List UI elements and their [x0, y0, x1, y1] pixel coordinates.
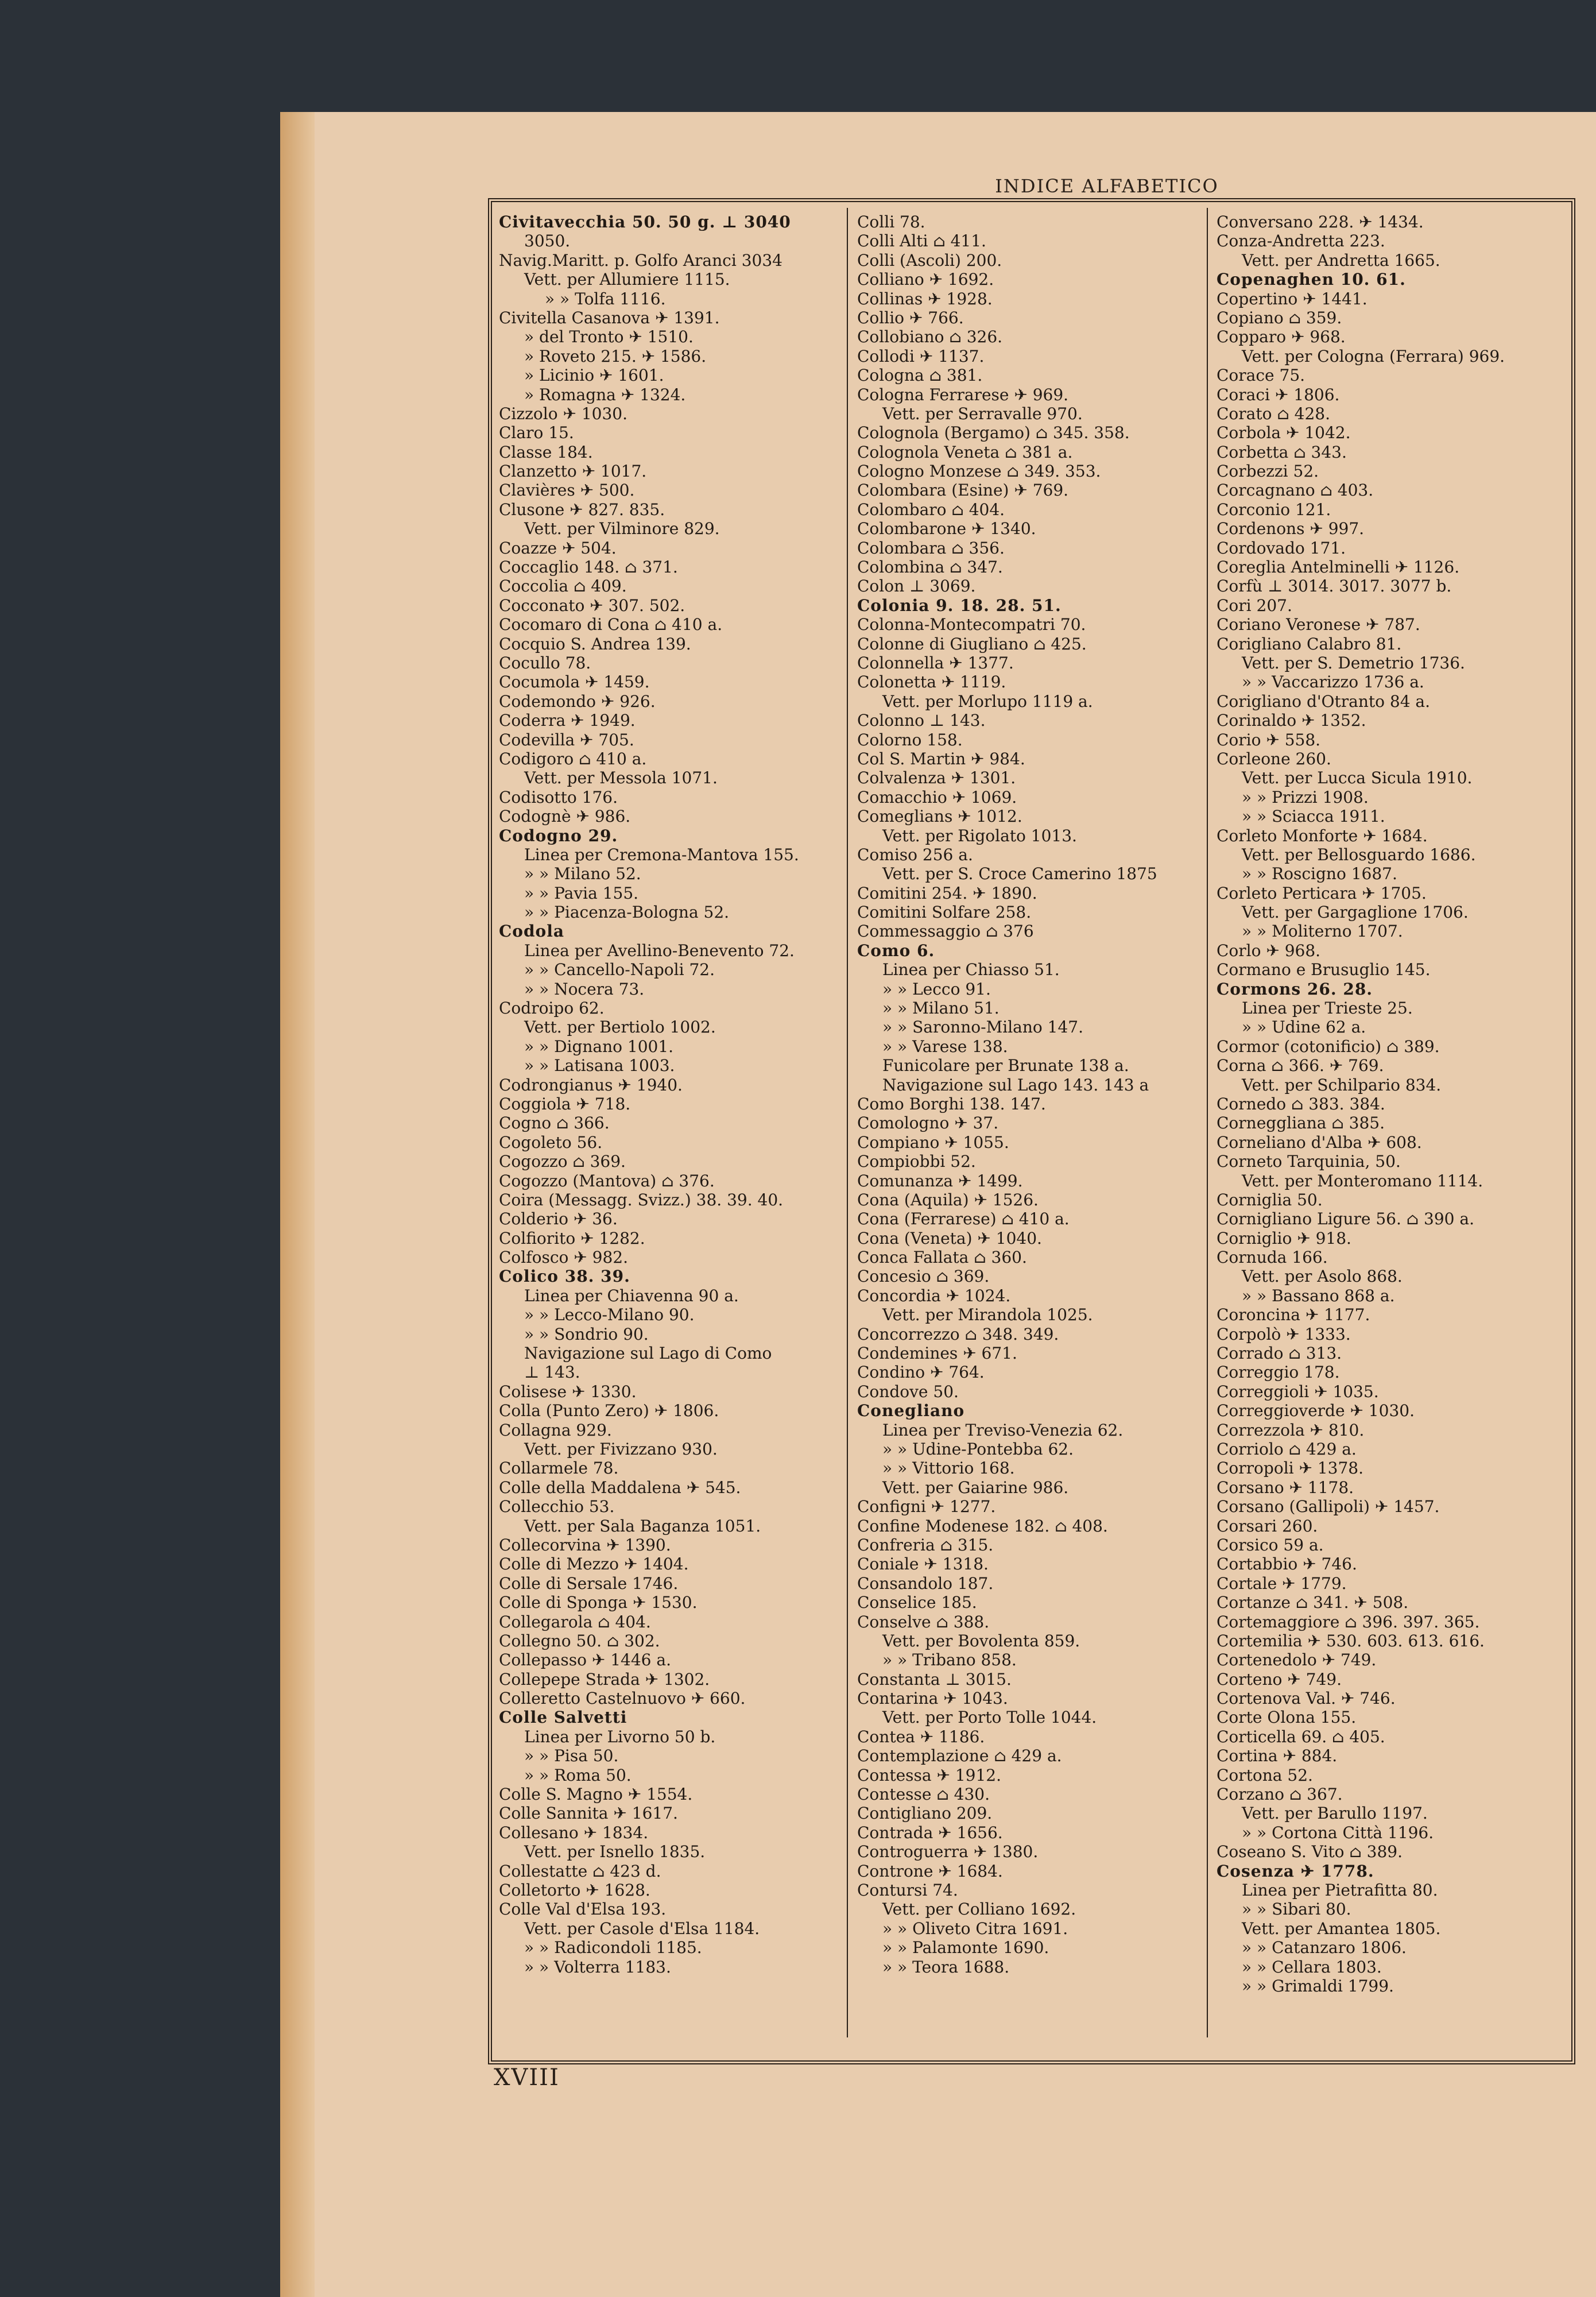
index-entry: » » Lecco-Milano 90.: [524, 1305, 695, 1325]
index-entry: Corneggliana ⌂ 385.: [1217, 1113, 1385, 1133]
index-entry: Correzzola ✈ 810.: [1217, 1420, 1365, 1440]
index-heading-entry: Colico 38. 39.: [499, 1267, 630, 1286]
index-entry: Corace 75.: [1217, 366, 1306, 385]
index-entry: Vett. per Cologna (Ferrara) 969.: [1242, 346, 1505, 366]
index-entry: Confine Modenese 182. ⌂ 408.: [857, 1516, 1108, 1536]
index-entry: Corcagnano ⌂ 403.: [1217, 481, 1374, 500]
index-entry: Colfiorito ✈ 1282.: [499, 1228, 645, 1248]
index-entry: Clusone ✈ 827. 835.: [499, 500, 665, 519]
index-entry: Cogoleto 56.: [499, 1132, 603, 1152]
index-entry: Corneto Tarquinia, 50.: [1217, 1152, 1401, 1171]
index-entry: Colonno ⊥ 143.: [857, 711, 986, 730]
index-entry: Colombina ⌂ 347.: [857, 558, 1003, 577]
index-entry: Vett. per Andretta 1665.: [1242, 250, 1440, 270]
index-entry: Coreglia Antelminelli ✈ 1126.: [1217, 558, 1460, 577]
index-entry: Vett. per Schilpario 834.: [1242, 1075, 1442, 1095]
index-entry: Codigoro ⌂ 410 a.: [499, 749, 647, 768]
index-entry: Vett. per Fivizzano 930.: [524, 1440, 718, 1459]
index-entry: Corigliano Calabro 81.: [1217, 634, 1402, 653]
index-entry: Configni ✈ 1277.: [857, 1497, 996, 1517]
index-entry: » » Vaccarizzo 1736 a.: [1242, 672, 1424, 692]
index-entry: Colonetta ✈ 1119.: [857, 672, 1006, 692]
index-entry: Colletorto ✈ 1628.: [499, 1880, 650, 1900]
index-entry: Vett. per Mirandola 1025.: [882, 1305, 1093, 1325]
index-entry: » del Tronto ✈ 1510.: [524, 327, 694, 347]
index-entry: Linea per Livorno 50 b.: [524, 1727, 716, 1746]
index-entry: Cortenedolo ✈ 749.: [1217, 1650, 1377, 1670]
index-entry: » » Moliterno 1707.: [1242, 922, 1403, 941]
index-entry: Cocullo 78.: [499, 653, 591, 672]
index-entry: Clavières ✈ 500.: [499, 481, 635, 500]
index-entry: Colonnella ✈ 1377.: [857, 653, 1014, 672]
column-divider: [1207, 208, 1208, 2037]
index-entry: » » Varese 138.: [882, 1037, 1008, 1056]
index-entry: Corinaldo ✈ 1352.: [1217, 711, 1366, 730]
index-entry: » Roveto 215. ✈ 1586.: [524, 346, 707, 366]
index-entry: Corrado ⌂ 313.: [1217, 1344, 1342, 1363]
index-column-2: [857, 212, 1157, 1977]
index-entry: Corteno ✈ 749.: [1217, 1669, 1342, 1689]
index-entry: Corsari 260.: [1217, 1516, 1318, 1536]
index-entry: Colonna-Montecompatri 70.: [857, 615, 1086, 635]
index-entry: Colliano ✈ 1692.: [857, 270, 994, 289]
index-entry: » » Saronno-Milano 147.: [882, 1018, 1083, 1037]
index-entry: » » Bassano 868 a.: [1242, 1286, 1395, 1305]
index-entry: » » Sciacca 1911.: [1242, 807, 1385, 826]
index-entry: Corsano (Gallipoli) ✈ 1457.: [1217, 1497, 1440, 1517]
index-entry: Collepepe Strada ✈ 1302.: [499, 1669, 710, 1689]
index-entry: Colon ⊥ 3069.: [857, 577, 976, 596]
index-entry: Corniglia 50.: [1217, 1190, 1323, 1209]
index-entry: » Licinio ✈ 1601.: [524, 366, 664, 385]
index-entry: Vett. per Porto Tolle 1044.: [882, 1708, 1097, 1727]
index-entry: Cortina ✈ 884.: [1217, 1746, 1338, 1766]
index-entry: Coriano Veronese ✈ 787.: [1217, 615, 1420, 635]
index-entry: Collegarola ⌂ 404.: [499, 1612, 651, 1631]
index-heading-entry: Colle Salvetti: [499, 1708, 627, 1727]
index-entry: Collio ✈ 766.: [857, 308, 964, 327]
index-entry: Cori 207.: [1217, 595, 1292, 615]
index-entry: Colorno 158.: [857, 730, 963, 749]
page-paper: [280, 112, 1596, 2297]
index-entry: » » Cancello-Napoli 72.: [524, 960, 715, 980]
index-entry: Vett. per Sala Baganza 1051.: [524, 1516, 761, 1536]
index-entry: Contesse ⌂ 430.: [857, 1785, 990, 1804]
column-divider: [847, 208, 848, 2037]
index-entry: Comunanza ✈ 1499.: [857, 1171, 1023, 1190]
index-entry: Corniglio ✈ 918.: [1217, 1228, 1351, 1248]
index-heading-entry: Civitavecchia 50. 50 g. ⊥ 3040: [499, 212, 791, 231]
index-entry: Comeglians ✈ 1012.: [857, 807, 1022, 826]
index-entry: Comitini Solfare 258.: [857, 903, 1032, 922]
index-entry: Copertino ✈ 1441.: [1217, 289, 1368, 308]
index-entry: Navigazione sul Lago 143. 143 a: [882, 1075, 1149, 1095]
index-entry: Cocumola ✈ 1459.: [499, 672, 650, 692]
index-entry: Colombara ⌂ 356.: [857, 538, 1005, 558]
index-entry: Collagna 929.: [499, 1420, 612, 1440]
index-entry: Codrongianus ✈ 1940.: [499, 1075, 683, 1095]
index-entry: Cocconato ✈ 307. 502.: [499, 595, 685, 615]
index-entry: Collinas ✈ 1928.: [857, 289, 993, 308]
index-entry: Corleto Perticara ✈ 1705.: [1217, 883, 1427, 903]
index-entry: » » Cortona Città 1196.: [1242, 1823, 1434, 1842]
index-entry: Contursi 74.: [857, 1880, 958, 1900]
index-entry: Correggio 178.: [1217, 1363, 1340, 1382]
index-entry: Codroipo 62.: [499, 999, 605, 1018]
index-entry: Cona (Ferrarese) ⌂ 410 a.: [857, 1209, 1070, 1229]
index-entry: Collobiano ⌂ 326.: [857, 327, 1003, 347]
index-entry: Colderio ✈ 36.: [499, 1209, 618, 1229]
index-entry: Vett. per Allumiere 1115.: [524, 270, 730, 289]
index-entry: » » Roma 50.: [524, 1765, 632, 1785]
index-entry: Contigliano 209.: [857, 1804, 993, 1823]
index-entry: Col S. Martin ✈ 984.: [857, 749, 1025, 768]
index-entry: Vett. per Colliano 1692.: [882, 1900, 1076, 1919]
index-entry: Cortenova Val. ✈ 746.: [1217, 1689, 1396, 1708]
index-entry: » » Palamonte 1690.: [882, 1938, 1049, 1958]
index-entry: 3050.: [524, 231, 571, 251]
index-entry: Contarina ✈ 1043.: [857, 1689, 1008, 1708]
index-entry: Corio ✈ 558.: [1217, 730, 1321, 749]
index-entry: Vett. per Vilminore 829.: [524, 519, 720, 539]
index-entry: Cizzolo ✈ 1030.: [499, 404, 627, 423]
index-entry: Vett. per Bellosguardo 1686.: [1242, 845, 1476, 864]
index-entry: Correggioli ✈ 1035.: [1217, 1382, 1379, 1401]
index-entry: » » Prizzi 1908.: [1242, 787, 1369, 807]
index-entry: Coniale ✈ 1318.: [857, 1554, 989, 1574]
index-entry: Conversano 228. ✈ 1434.: [1217, 212, 1424, 231]
index-entry: Colle S. Magno ✈ 1554.: [499, 1785, 693, 1804]
index-entry: Concordia ✈ 1024.: [857, 1286, 1011, 1305]
index-entry: » » Piacenza-Bologna 52.: [524, 903, 730, 922]
index-entry: Linea per Chiasso 51.: [882, 960, 1060, 980]
index-entry: Cordovado 171.: [1217, 538, 1346, 558]
index-entry: Cona (Veneta) ✈ 1040.: [857, 1228, 1042, 1248]
index-entry: Funicolare per Brunate 138 a.: [882, 1056, 1129, 1076]
index-entry: » » Milano 52.: [524, 864, 641, 884]
index-entry: Cona (Aquila) ✈ 1526.: [857, 1190, 1039, 1209]
index-entry: Controne ✈ 1684.: [857, 1861, 1003, 1881]
index-entry: Codognè ✈ 986.: [499, 807, 631, 826]
index-entry: Corbetta ⌂ 343.: [1217, 442, 1347, 462]
index-entry: » » Volterra 1183.: [524, 1957, 671, 1977]
index-entry: Colli 78.: [857, 212, 925, 231]
index-entry: Colognola (Bergamo) ⌂ 345. 358.: [857, 423, 1130, 443]
index-entry: Vett. per Lucca Sicula 1910.: [1242, 768, 1473, 788]
index-entry: Contea ✈ 1186.: [857, 1727, 985, 1746]
index-heading-entry: Como 6.: [857, 941, 935, 960]
index-entry: Constanta ⊥ 3015.: [857, 1669, 1012, 1689]
index-entry: Claro 15.: [499, 423, 574, 443]
index-entry: » » Nocera 73.: [524, 979, 645, 999]
index-entry: » » Vittorio 168.: [882, 1459, 1015, 1478]
index-entry: Vett. per Casole d'Elsa 1184.: [524, 1919, 760, 1938]
index-entry: Correggioverde ✈ 1030.: [1217, 1401, 1415, 1421]
index-entry: » » Udine-Pontebba 62.: [882, 1440, 1074, 1459]
index-entry: Classe 184.: [499, 442, 593, 462]
index-entry: ⊥ 143.: [524, 1363, 580, 1382]
index-frame: [488, 198, 1575, 2064]
page-header: INDICE ALFABETICO: [995, 175, 1219, 197]
index-entry: Colfosco ✈ 982.: [499, 1248, 628, 1267]
index-entry: Vett. per Messola 1071.: [524, 768, 718, 788]
index-heading-entry: Copenaghen 10. 61.: [1217, 270, 1406, 289]
index-column-1: [499, 212, 799, 1977]
index-entry: » » Lecco 91.: [882, 979, 991, 999]
index-entry: Comacchio ✈ 1069.: [857, 787, 1017, 807]
index-entry: Corbezzi 52.: [1217, 462, 1319, 481]
index-entry: Cocquio S. Andrea 139.: [499, 634, 691, 653]
index-entry: Cogozzo ⌂ 369.: [499, 1152, 626, 1171]
index-entry: Copparo ✈ 968.: [1217, 327, 1346, 347]
index-entry: Conza-Andretta 223.: [1217, 231, 1385, 251]
index-entry: Colvalenza ✈ 1301.: [857, 768, 1016, 788]
index-entry: Collesano ✈ 1834.: [499, 1823, 649, 1842]
index-entry: Cornuda 166.: [1217, 1248, 1328, 1267]
index-entry: Corleone 260.: [1217, 749, 1331, 768]
index-entry: Colleretto Castelnuovo ✈ 660.: [499, 1689, 746, 1708]
index-entry: Cogno ⌂ 366.: [499, 1113, 610, 1133]
index-entry: Collecorvina ✈ 1390.: [499, 1535, 671, 1554]
paper-edge: [280, 112, 315, 2297]
index-entry: Cortona 52.: [1217, 1765, 1313, 1785]
index-entry: Concesio ⌂ 369.: [857, 1267, 990, 1286]
index-entry: Vett. per Asolo 868.: [1242, 1267, 1403, 1286]
index-entry: Corbola ✈ 1042.: [1217, 423, 1351, 443]
index-entry: Contrada ✈ 1656.: [857, 1823, 1003, 1842]
index-entry: Collegno 50. ⌂ 302.: [499, 1631, 660, 1650]
index-entry: Clanzetto ✈ 1017.: [499, 462, 647, 481]
index-entry: Cortale ✈ 1779.: [1217, 1573, 1347, 1593]
index-entry: Compiobbi 52.: [857, 1152, 976, 1171]
index-entry: Collodi ✈ 1137.: [857, 346, 985, 366]
index-heading-entry: Cormons 26. 28.: [1217, 979, 1373, 999]
index-entry: Contemplazione ⌂ 429 a.: [857, 1746, 1062, 1766]
index-entry: » » Grimaldi 1799.: [1242, 1976, 1394, 1996]
index-entry: Confreria ⌂ 315.: [857, 1535, 994, 1554]
index-entry: Linea per Cremona-Mantova 155.: [524, 845, 799, 864]
index-entry: Vett. per Bertiolo 1002.: [524, 1018, 716, 1037]
index-entry: » Romagna ✈ 1324.: [524, 385, 686, 404]
index-entry: Colombara (Esine) ✈ 769.: [857, 481, 1069, 500]
index-entry: Corfù ⊥ 3014. 3017. 3077 b.: [1217, 577, 1452, 596]
index-entry: Corte Olona 155.: [1217, 1708, 1357, 1727]
index-entry: Coccaglio 148. ⌂ 371.: [499, 558, 678, 577]
index-entry: Linea per Chiavenna 90 a.: [524, 1286, 739, 1305]
index-entry: Colle Val d'Elsa 193.: [499, 1900, 667, 1919]
index-heading-entry: Cosenza ✈ 1778.: [1217, 1861, 1374, 1881]
index-entry: Condemines ✈ 671.: [857, 1344, 1017, 1363]
index-entry: Linea per Avellino-Benevento 72.: [524, 941, 795, 960]
index-entry: Como Borghi 138. 147.: [857, 1094, 1046, 1113]
index-entry: Cogozzo (Mantova) ⌂ 376.: [499, 1171, 715, 1190]
index-entry: Colle di Sponga ✈ 1530.: [499, 1593, 698, 1612]
index-entry: Condino ✈ 764.: [857, 1363, 985, 1382]
index-entry: Cortabbio ✈ 746.: [1217, 1554, 1357, 1574]
index-entry: Navigazione sul Lago di Como: [524, 1344, 772, 1363]
index-entry: Vett. per Bovolenta 859.: [882, 1631, 1080, 1650]
index-entry: Collepasso ✈ 1446 a.: [499, 1650, 671, 1670]
index-entry: Linea per Pietrafitta 80.: [1242, 1880, 1438, 1900]
index-entry: Vett. per Amantea 1805.: [1242, 1919, 1441, 1938]
index-entry: Colle di Mezzo ✈ 1404.: [499, 1554, 689, 1574]
index-entry: Corriolo ⌂ 429 a.: [1217, 1440, 1357, 1459]
index-entry: Compiano ✈ 1055.: [857, 1132, 1009, 1152]
index-entry: Cologna Ferrarese ✈ 969.: [857, 385, 1069, 404]
index-entry: Corleto Monforte ✈ 1684.: [1217, 826, 1428, 845]
index-heading-entry: Codola: [499, 922, 564, 941]
index-entry: Vett. per S. Croce Camerino 1875: [882, 864, 1157, 884]
page-number: XVIII: [494, 2064, 560, 2091]
index-entry: Colla (Punto Zero) ✈ 1806.: [499, 1401, 719, 1421]
index-entry: Corsano ✈ 1178.: [1217, 1478, 1354, 1497]
index-entry: » » Latisana 1003.: [524, 1056, 675, 1076]
index-heading-entry: Colonia 9. 18. 28. 51.: [857, 595, 1062, 615]
index-entry: Vett. per S. Demetrio 1736.: [1242, 653, 1465, 672]
index-entry: Commessaggio ⌂ 376: [857, 922, 1034, 941]
index-entry: Cornigliano Ligure 56. ⌂ 390 a.: [1217, 1209, 1474, 1229]
index-entry: Consandolo 187.: [857, 1573, 994, 1593]
index-entry: Colle di Sersale 1746.: [499, 1573, 679, 1593]
index-entry: Coggiola ✈ 718.: [499, 1094, 631, 1113]
index-entry: » » Sibari 80.: [1242, 1900, 1351, 1919]
index-entry: » » Oliveto Citra 1691.: [882, 1919, 1068, 1938]
index-entry: Codevilla ✈ 705.: [499, 730, 634, 749]
index-entry: Contessa ✈ 1912.: [857, 1765, 1001, 1785]
index-entry: Corticella 69. ⌂ 405.: [1217, 1727, 1385, 1746]
index-entry: » » Tolfa 1116.: [545, 289, 666, 308]
index-entry: » » Sondrio 90.: [524, 1324, 649, 1344]
index-entry: Concorrezzo ⌂ 348. 349.: [857, 1324, 1059, 1344]
index-entry: » » Dignano 1001.: [524, 1037, 674, 1056]
index-entry: Civitella Casanova ✈ 1391.: [499, 308, 720, 327]
index-entry: Conselve ⌂ 388.: [857, 1612, 990, 1631]
index-entry: Conselice 185.: [857, 1593, 977, 1612]
index-entry: Coroncina ✈ 1177.: [1217, 1305, 1370, 1325]
index-entry: Corsico 59 a.: [1217, 1535, 1324, 1554]
index-entry: » » Cellara 1803.: [1242, 1957, 1382, 1977]
index-entry: Coraci ✈ 1806.: [1217, 385, 1340, 404]
index-entry: Cornedo ⌂ 383. 384.: [1217, 1094, 1385, 1113]
index-entry: Colle della Maddalena ✈ 545.: [499, 1478, 741, 1497]
index-entry: » » Pavia 155.: [524, 883, 639, 903]
index-entry: Coazze ✈ 504.: [499, 538, 617, 558]
index-entry: Collarmele 78.: [499, 1459, 619, 1478]
index-entry: Vett. per Rigolato 1013.: [882, 826, 1077, 845]
index-entry: Cortanze ⌂ 341. ✈ 508.: [1217, 1593, 1409, 1612]
index-entry: Navig.Maritt. p. Golfo Aranci 3034: [499, 250, 782, 270]
index-entry: » » Teora 1688.: [882, 1957, 1010, 1977]
index-entry: Codemondo ✈ 926.: [499, 691, 656, 711]
index-entry: Corropoli ✈ 1378.: [1217, 1459, 1364, 1478]
index-entry: Controguerra ✈ 1380.: [857, 1842, 1039, 1862]
index-entry: Corna ⌂ 366. ✈ 769.: [1217, 1056, 1384, 1076]
index-entry: Corlo ✈ 968.: [1217, 941, 1321, 960]
index-entry: » » Milano 51.: [882, 999, 1000, 1018]
index-entry: Vett. per Serravalle 970.: [882, 404, 1083, 423]
index-entry: Colombaro ⌂ 404.: [857, 500, 1005, 519]
index-entry: Comiso 256 a.: [857, 845, 973, 864]
index-entry: Colli Alti ⌂ 411.: [857, 231, 986, 251]
index-entry: Cologno Monzese ⌂ 349. 353.: [857, 462, 1101, 481]
index-entry: Cortemaggiore ⌂ 396. 397. 365.: [1217, 1612, 1480, 1631]
index-column-3: [1217, 212, 1505, 1996]
index-entry: » » Roscigno 1687.: [1242, 864, 1397, 884]
index-entry: Cormano e Brusuglio 145.: [1217, 960, 1431, 980]
index-entry: Colognola Veneta ⌂ 381 a.: [857, 442, 1073, 462]
index-entry: Corneliano d'Alba ✈ 608.: [1217, 1132, 1422, 1152]
index-entry: Vett. per Gargaglione 1706.: [1242, 903, 1469, 922]
index-entry: Colisese ✈ 1330.: [499, 1382, 637, 1401]
index-entry: Corato ⌂ 428.: [1217, 404, 1330, 423]
index-entry: » » Pisa 50.: [524, 1746, 619, 1766]
index-entry: Vett. per Monteromano 1114.: [1242, 1171, 1483, 1190]
index-heading-entry: Codogno 29.: [499, 826, 618, 845]
index-entry: » » Radicondoli 1185.: [524, 1938, 702, 1958]
index-entry: Vett. per Isnello 1835.: [524, 1842, 706, 1862]
index-entry: » » Catanzaro 1806.: [1242, 1938, 1407, 1958]
index-entry: Colombarone ✈ 1340.: [857, 519, 1036, 539]
index-entry: Corigliano d'Otranto 84 a.: [1217, 691, 1431, 711]
index-entry: Linea per Treviso-Venezia 62.: [882, 1420, 1124, 1440]
index-entry: Comologno ✈ 37.: [857, 1113, 999, 1133]
index-entry: Corzano ⌂ 367.: [1217, 1785, 1343, 1804]
index-entry: » » Tribano 858.: [882, 1650, 1017, 1670]
index-entry: Vett. per Barullo 1197.: [1242, 1804, 1428, 1823]
index-entry: Collecchio 53.: [499, 1497, 615, 1517]
index-entry: Collestatte ⌂ 423 d.: [499, 1861, 661, 1881]
index-entry: Linea per Trieste 25.: [1242, 999, 1413, 1018]
index-entry: Cocomaro di Cona ⌂ 410 a.: [499, 615, 723, 635]
index-entry: Coseano S. Vito ⌂ 389.: [1217, 1842, 1403, 1862]
index-entry: Colle Sannita ✈ 1617.: [499, 1804, 678, 1823]
index-entry: Coderra ✈ 1949.: [499, 711, 636, 730]
index-entry: Cormor (cotonificio) ⌂ 389.: [1217, 1037, 1440, 1056]
index-entry: Colli (Ascoli) 200.: [857, 250, 1002, 270]
index-entry: Cortemilia ✈ 530. 603. 613. 616.: [1217, 1631, 1485, 1650]
index-entry: Coccolia ⌂ 409.: [499, 577, 627, 596]
index-entry: Corpolò ✈ 1333.: [1217, 1324, 1351, 1344]
index-entry: Coira (Messagg. Svizz.) 38. 39. 40.: [499, 1190, 784, 1209]
index-entry: Vett. per Morlupo 1119 a.: [882, 691, 1093, 711]
index-entry: Comitini 254. ✈ 1890.: [857, 883, 1037, 903]
index-entry: Condove 50.: [857, 1382, 959, 1401]
index-entry: Cordenons ✈ 997.: [1217, 519, 1365, 539]
index-entry: Corconio 121.: [1217, 500, 1331, 519]
index-entry: Colonne di Giugliano ⌂ 425.: [857, 634, 1087, 653]
index-entry: Cologna ⌂ 381.: [857, 366, 983, 385]
index-heading-entry: Conegliano: [857, 1401, 965, 1421]
index-entry: Conca Fallata ⌂ 360.: [857, 1248, 1027, 1267]
index-entry: Codisotto 176.: [499, 787, 618, 807]
index-entry: Copiano ⌂ 359.: [1217, 308, 1342, 327]
index-entry: Vett. per Gaiarine 986.: [882, 1478, 1069, 1497]
index-entry: » » Udine 62 a.: [1242, 1018, 1366, 1037]
